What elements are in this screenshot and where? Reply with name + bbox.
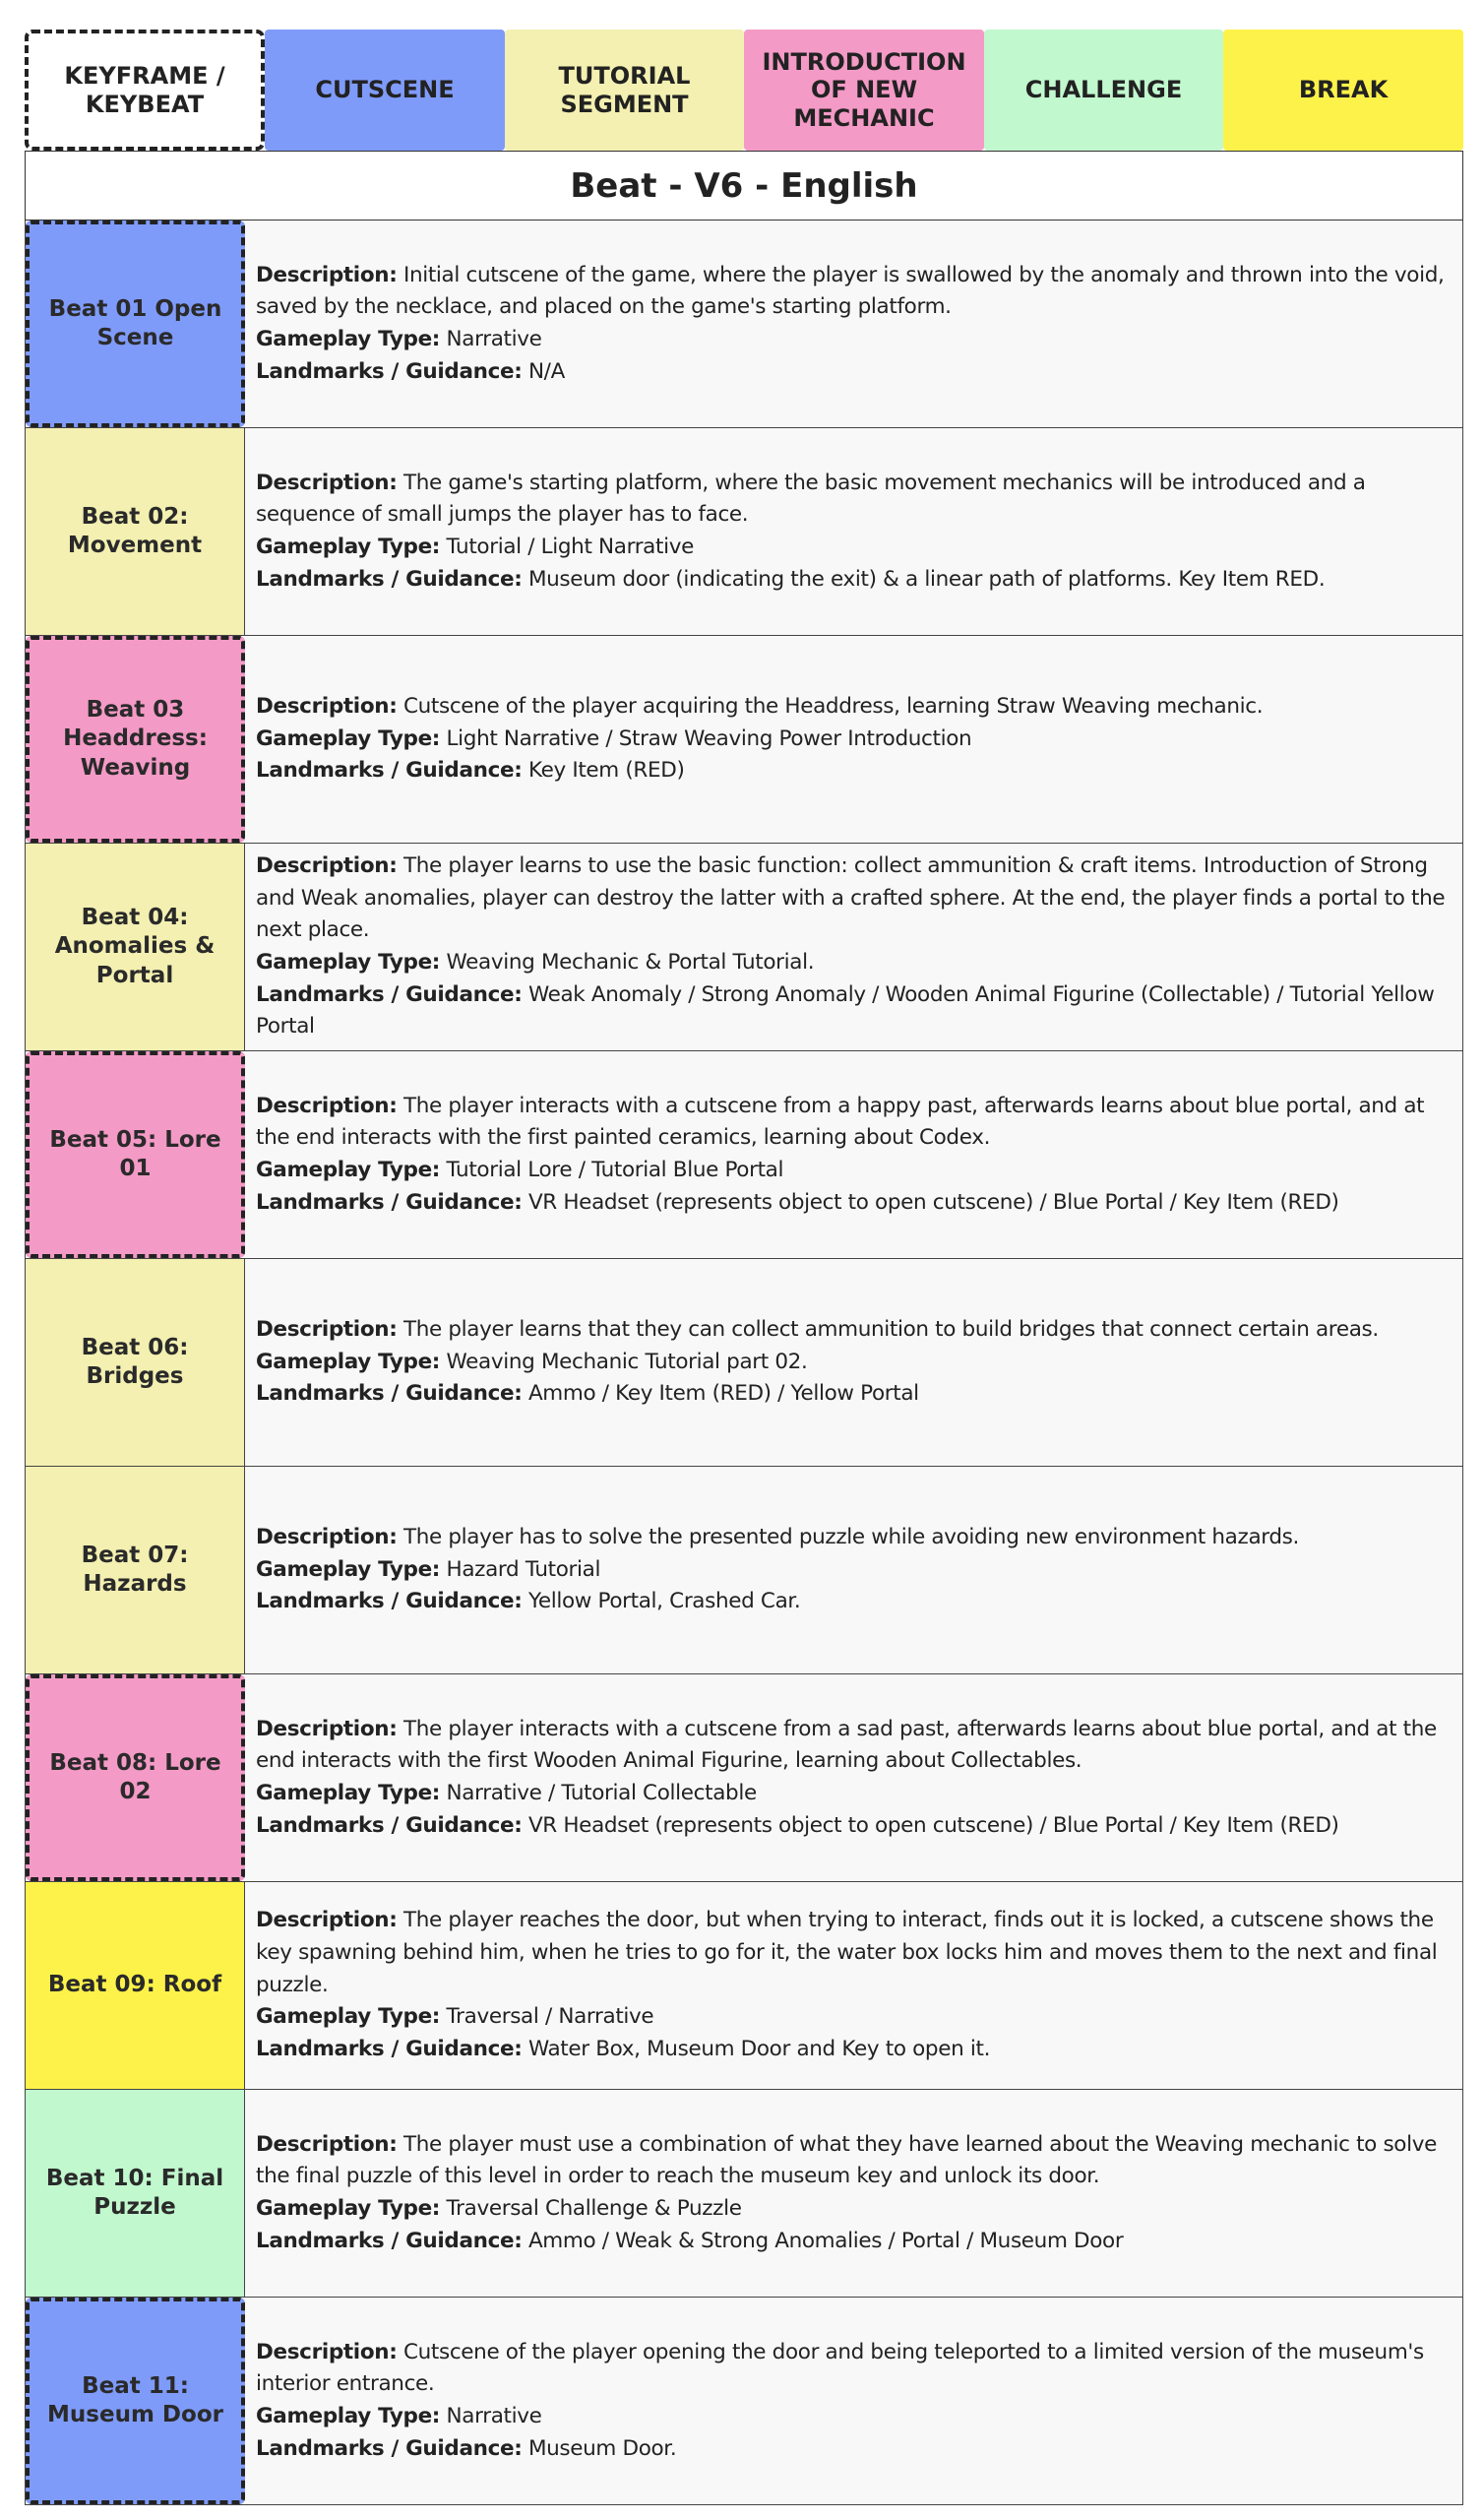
beat-landmarks — [256, 1586, 1453, 1618]
beat-landmarks — [256, 1187, 1453, 1220]
legend-break: BREAK — [1223, 30, 1463, 151]
beat-description-key: Description: — [256, 1316, 398, 1342]
beat-landmarks-key: Landmarks / Guidance: — [256, 981, 523, 1007]
beat-landmarks-value: Museum door (indicating the exit) & a linear path of platforms. Key Item RED. — [527, 566, 1326, 592]
beat-landmarks-value: VR Headset (represents object to open cutscene) / Blue Portal / Key Item (RED) — [527, 1189, 1339, 1215]
beat-description-value: The player interacts with a cutscene from a sad past, afterwards learns about blue portal, and at the end interacts with the first Wooden Animal Figurine, learning about Collectables. — [256, 1716, 1437, 1774]
beat-description-value: The player must use a combination of what they have learned about the Weaving mechanic to solve the final puzzle of this level in order to reach the museum key and unlock its door. — [256, 2131, 1437, 2189]
beat-description-value: The player reaches the door, but when trying to interact, finds out it is locked, a cutscene shows the key spawning behind him, when he tries to go for it, the water box locks him and moves them to the next and final puzzle. — [256, 1908, 1438, 1997]
beat-gameplay-type-value: Traversal Challenge & Puzzle — [446, 2196, 742, 2221]
beat-gameplay-type-key: Gameplay Type: — [256, 327, 441, 351]
beat-gameplay-type-key: Gameplay Type: — [256, 1556, 441, 1582]
beat-description — [256, 2129, 1453, 2193]
beat-details — [245, 2090, 1462, 2297]
beat-landmarks-value: Key Item (RED) — [527, 758, 685, 784]
beat-details — [245, 220, 1462, 427]
beat-landmarks-key: Landmarks / Guidance: — [256, 1189, 523, 1215]
beat-gameplay-type — [256, 1554, 1453, 1587]
beat-gameplay-type-value: Weaving Mechanic & Portal Tutorial. — [446, 950, 815, 975]
beat-gameplay-type-key: Gameplay Type: — [256, 2196, 441, 2221]
beat-description — [256, 1714, 1453, 1778]
beat-description-value: The player interacts with a cutscene from a happy past, afterwards learns about blue portal, and at the end interacts with the first painted ceramics, learning about Codex. — [256, 1093, 1425, 1151]
beat-gameplay-type — [256, 947, 1453, 979]
beat-gameplay-type-value: Light Narrative / Straw Weaving Power Introduction — [446, 725, 972, 751]
beat-landmarks — [256, 2034, 1453, 2066]
beat-gameplay-type-key: Gameplay Type: — [256, 535, 441, 559]
beat-description — [256, 1091, 1453, 1155]
beat-label: Beat 01 Open Scene — [26, 220, 245, 427]
beat-label: Beat 02: Movement — [26, 428, 245, 635]
beat-label: Beat 05: Lore 01 — [26, 1051, 245, 1258]
beat-gameplay-type — [256, 1347, 1453, 1379]
beat-landmarks-key: Landmarks / Guidance: — [256, 758, 523, 784]
beat-landmarks — [256, 755, 1453, 788]
beat-description-key: Description: — [256, 470, 398, 495]
beat-description-value: The player learns to use the basic function: collect ammunition & craft items. Introduction of Strong and Weak anomalies, player can destroy the latter with a crafted sphere. At the end, the player finds a portal to the next place. — [256, 852, 1446, 943]
beat-description — [256, 1314, 1453, 1347]
beat-description-value: Cutscene of the player acquiring the Headdress, learning Straw Weaving mechanic. — [402, 693, 1264, 719]
beat-description-key: Description: — [256, 2339, 398, 2364]
beat-details — [245, 636, 1462, 843]
beat-row — [25, 220, 1463, 428]
beat-gameplay-type-value: Weaving Mechanic Tutorial part 02. — [446, 1349, 808, 1374]
beat-gameplay-type-key: Gameplay Type: — [256, 725, 441, 751]
beat-description-value: Initial cutscene of the game, where the player is swallowed by the anomaly and thrown into the void, saved by the necklace, and placed on the game's starting platform. — [256, 262, 1445, 320]
beat-landmarks — [256, 356, 1453, 389]
beat-row — [25, 844, 1463, 1051]
beat-gameplay-type-value: Tutorial Lore / Tutorial Blue Portal — [446, 1158, 784, 1182]
beat-landmarks-key: Landmarks / Guidance: — [256, 358, 523, 384]
beat-description-key: Description: — [256, 693, 398, 719]
beat-details — [245, 1259, 1462, 1466]
beat-description-key: Description: — [256, 1093, 398, 1118]
beat-landmarks — [256, 2226, 1453, 2258]
beat-description-key: Description: — [256, 852, 398, 878]
beat-row — [25, 2298, 1463, 2505]
beat-landmarks-value: Weak Anomaly / Strong Anomaly / Wooden Animal Figurine (Collectable) / Tutorial Yellow Portal — [256, 981, 1435, 1040]
beat-gameplay-type — [256, 1155, 1453, 1187]
beat-row — [25, 636, 1463, 844]
beat-description — [256, 850, 1453, 947]
beat-description-key: Description: — [256, 1716, 398, 1741]
beat-landmarks-value: Water Box, Museum Door and Key to open it. — [527, 2037, 991, 2061]
beat-landmarks — [256, 1378, 1453, 1411]
beat-gameplay-type — [256, 2193, 1453, 2226]
beat-description — [256, 691, 1453, 724]
beat-gameplay-type-key: Gameplay Type: — [256, 2004, 441, 2030]
beat-gameplay-type-value: Tutorial / Light Narrative — [446, 535, 694, 559]
beat-label: Beat 08: Lore 02 — [26, 1674, 245, 1881]
beat-gameplay-type-key: Gameplay Type: — [256, 1349, 441, 1374]
beat-description — [256, 1522, 1453, 1554]
beat-label: Beat 04: Anomalies & Portal — [26, 844, 245, 1050]
legend-new-mechanic: INTRODUCTION OF NEW MECHANIC — [744, 30, 984, 151]
beat-details — [245, 1674, 1462, 1881]
beat-label: Beat 11: Museum Door — [26, 2298, 245, 2504]
beat-gameplay-type-value: Traversal / Narrative — [446, 2004, 654, 2030]
beat-description — [256, 2337, 1453, 2401]
beat-details — [245, 2298, 1462, 2504]
beat-description — [256, 1905, 1453, 2001]
beat-gameplay-type — [256, 532, 1453, 564]
beat-row — [25, 1259, 1463, 1467]
beat-gameplay-type-key: Gameplay Type: — [256, 1158, 441, 1182]
beat-gameplay-type — [256, 324, 1453, 356]
beat-details — [245, 428, 1462, 635]
beat-landmarks-key: Landmarks / Guidance: — [256, 2435, 523, 2461]
beat-gameplay-type-value: Narrative — [446, 327, 542, 351]
beat-row — [25, 1674, 1463, 1882]
beat-landmarks — [256, 564, 1453, 597]
beat-landmarks-value: N/A — [527, 358, 565, 384]
beat-details — [245, 844, 1462, 1050]
beat-label: Beat 03 Headdress: Weaving — [26, 636, 245, 843]
beat-label: Beat 06: Bridges — [26, 1259, 245, 1466]
legend-tutorial-segment: TUTORIAL SEGMENT — [505, 30, 744, 151]
beat-landmarks-value: Yellow Portal, Crashed Car. — [527, 1589, 801, 1614]
beat-gameplay-type-value: Narrative — [446, 2404, 542, 2428]
beat-landmarks-key: Landmarks / Guidance: — [256, 2228, 523, 2253]
page-title: Beat - V6 - English — [25, 151, 1463, 220]
beat-label: Beat 09: Roof — [26, 1882, 245, 2089]
beat-landmarks — [256, 1810, 1453, 1843]
beat-landmarks-key: Landmarks / Guidance: — [256, 1381, 523, 1407]
color-legend — [25, 30, 1463, 151]
beat-gameplay-type-key: Gameplay Type: — [256, 1781, 441, 1805]
beat-landmarks — [256, 979, 1453, 1043]
beat-description-key: Description: — [256, 262, 398, 287]
legend-cutscene: CUTSCENE — [265, 30, 505, 151]
beat-details — [245, 1882, 1462, 2089]
beat-label: Beat 07: Hazards — [26, 1467, 245, 1673]
legend-challenge: CHALLENGE — [984, 30, 1223, 151]
beat-gameplay-type — [256, 1778, 1453, 1810]
beat-landmarks-key: Landmarks / Guidance: — [256, 1812, 523, 1838]
beat-gameplay-type-key: Gameplay Type: — [256, 950, 441, 975]
beat-row — [25, 2090, 1463, 2298]
beat-gameplay-type — [256, 2401, 1453, 2433]
beat-description — [256, 260, 1453, 324]
beat-description-key: Description: — [256, 2131, 398, 2157]
beat-description-value: The player learns that they can collect ammunition to build bridges that connect certain areas. — [402, 1316, 1379, 1342]
beat-gameplay-type-key: Gameplay Type: — [256, 2404, 441, 2428]
beat-landmarks — [256, 2433, 1453, 2466]
beat-gameplay-type — [256, 724, 1453, 756]
beat-description — [256, 468, 1453, 532]
legend-keyframe: KEYFRAME / KEYBEAT — [25, 30, 265, 151]
beat-label: Beat 10: Final Puzzle — [26, 2090, 245, 2297]
beat-landmarks-value: VR Headset (represents object to open cutscene) / Blue Portal / Key Item (RED) — [527, 1812, 1339, 1838]
beat-landmarks-value: Museum Door. — [527, 2435, 677, 2461]
beat-row — [25, 428, 1463, 636]
beat-description-value: The player has to solve the presented puzzle while avoiding new environment hazards. — [402, 1524, 1300, 1549]
beat-row — [25, 1051, 1463, 1259]
beat-landmarks-value: Ammo / Key Item (RED) / Yellow Portal — [527, 1381, 919, 1407]
beat-row — [25, 1882, 1463, 2090]
beat-gameplay-type-value: Hazard Tutorial — [446, 1556, 601, 1582]
beat-landmarks-value: Ammo / Weak & Strong Anomalies / Portal / Museum Door — [527, 2228, 1124, 2253]
beat-landmarks-key: Landmarks / Guidance: — [256, 2037, 523, 2061]
beat-landmarks-key: Landmarks / Guidance: — [256, 566, 523, 592]
beat-description-value: The game's starting platform, where the basic movement mechanics will be introduced and a sequence of small jumps the player has to face. — [256, 470, 1366, 528]
beat-details — [245, 1467, 1462, 1673]
beat-description-key: Description: — [256, 1524, 398, 1549]
beat-landmarks-key: Landmarks / Guidance: — [256, 1589, 523, 1614]
beat-row — [25, 1467, 1463, 1674]
beat-gameplay-type-value: Narrative / Tutorial Collectable — [446, 1781, 757, 1805]
beat-details — [245, 1051, 1462, 1258]
beat-description-value: Cutscene of the player opening the door and being teleported to a limited version of the museum's interior entrance. — [256, 2339, 1424, 2397]
beat-gameplay-type — [256, 2001, 1453, 2034]
beat-description-key: Description: — [256, 1908, 398, 1933]
